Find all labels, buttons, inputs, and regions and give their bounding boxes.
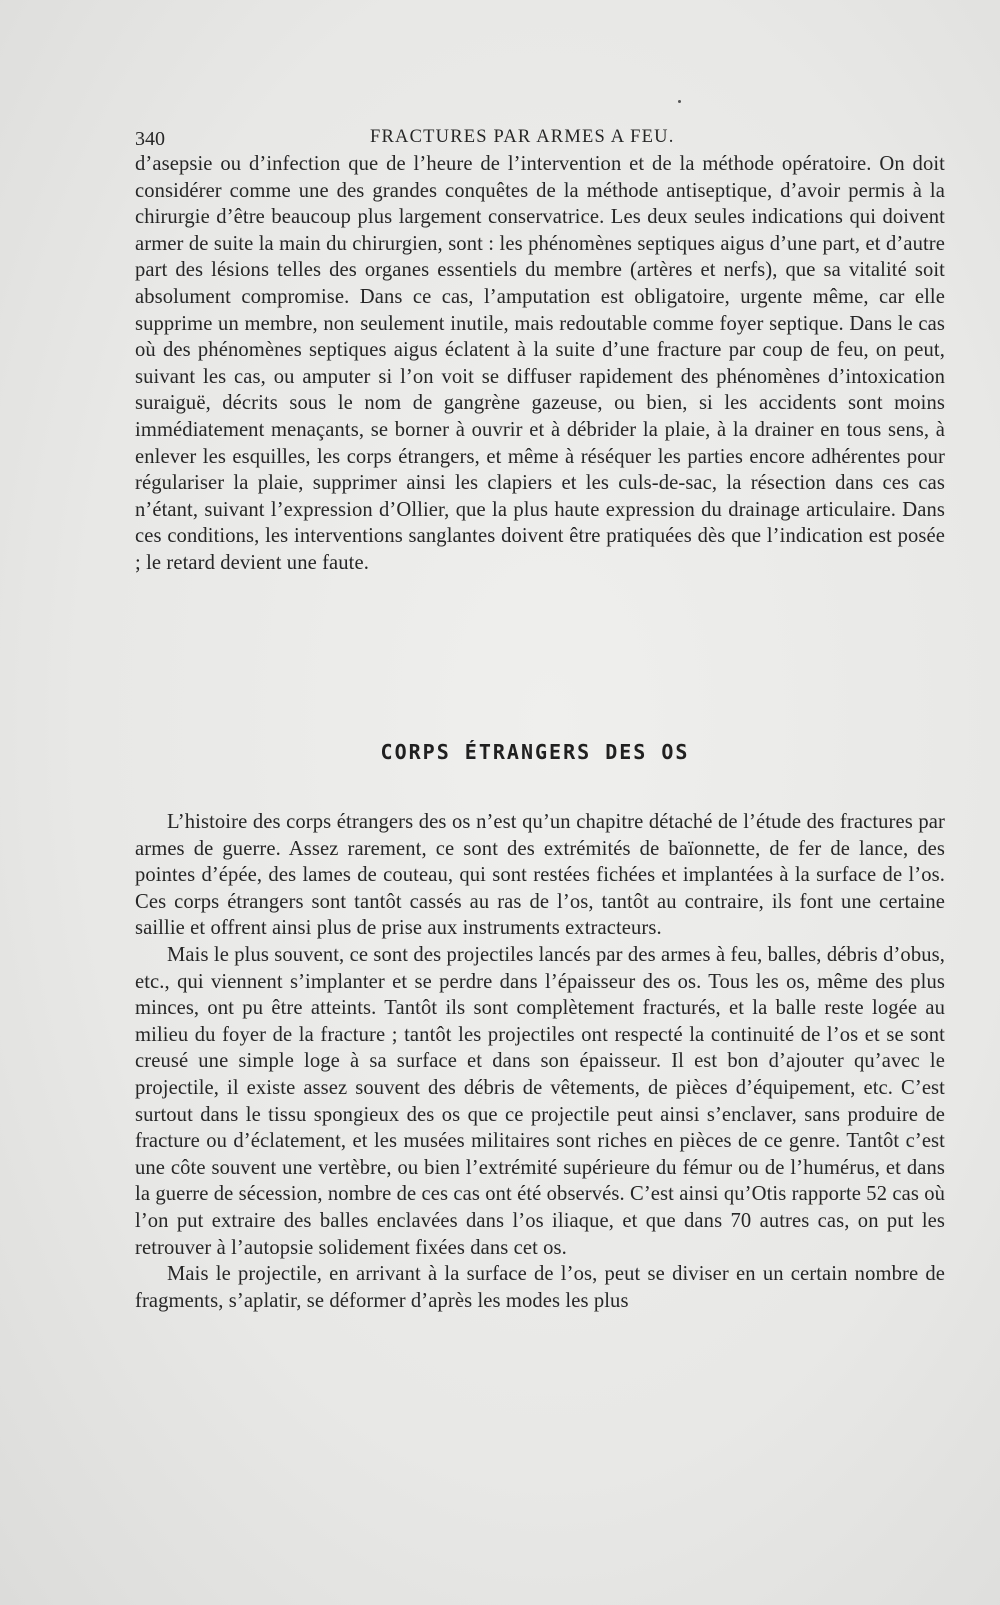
page-number: 340 [135,128,165,150]
paragraph: L’histoire des corps étrangers des os n’est qu’un chapitre détaché de l’étude des fractures par armes de guerre. Assez rarement, ce sont des extrémités de baïonnette, de fer de lance, des pointes d’épée, des lames de couteau, qui sont restées fichées et implantées à la surface de l’os. Ces corps étrangers sont tantôt cassés au ras de l’os, tantôt au contraire, ils font une certaine saillie et offrent ainsi plus de prise aux instruments extracteurs. [135,811,945,940]
paragraph: d’asepsie ou d’infection que de l’heure de l’intervention et de la méthode opératoire. On doit considérer comme une des grandes conquêtes de la méthode antiseptique, d’avoir permis à la chirurgie d’être beaucoup plus largement conservatrice. Les deux seules indications qui doivent armer de suite la main du chirurgien, sont : les phénomènes septiques aigus d’une part, et d’autre part des lésions telles des organes essentiels du membre (artères et nerfs), que sa vitalité soit absolument compromise. Dans ce cas, l’amputation est obligatoire, urgente même, car elle supprime un membre, non seulement inutile, mais redoutable comme foyer septique. Dans le cas où des phénomènes septiques aigus éclatent à la suite d’une fracture par coup de feu, on peut, suivant les cas, ou amputer si l’on voit se diffuser rapidement des phénomènes d’intoxication suraiguë, décrits sous le nom de gangrène gazeuse, ou bien, si les accidents sont moins immédiatement menaçants, se borner à ouvrir et à débrider la plaie, à la drainer en tous sens, à enlever les esquilles, les corps étrangers, et même à réséquer les parties encore adhérentes pour régulariser la plaie, supprimer ainsi les clapiers et les culs-de-sac, la résection dans ces cas n’étant, suivant l’expression d’Ollier, que la plus haute expression du drainage articulaire. Dans ces conditions, les interventions sanglantes doivent être pratiquées dès que l’indication est posée ; le retard devient une faute. [135,153,945,574]
running-title: FRACTURES PAR ARMES A FEU. [370,127,675,147]
body-text-section [135,809,945,1314]
running-header [135,124,945,154]
body-text-top [135,151,945,577]
paragraph: Mais le projectile, en arrivant à la surface de l’os, peut se diviser en un certain nombre de fragments, s’aplatir, se déformer d’après les modes les plus [135,1263,945,1312]
section-heading: CORPS ÉTRANGERS DES OS [380,740,690,764]
print-speck [678,100,681,103]
paragraph: Mais le plus souvent, ce sont des projectiles lancés par des armes à feu, balles, débris d’obus, etc., qui viennent s’implanter et se perdre dans l’épaisseur des os. Tous les os, même des plus minces, ont pu être atteints. Tantôt ils sont complètement fracturés, et la balle reste logée au milieu du foyer de la fracture ; tantôt les projectiles ont respecté la continuité de l’os et se sont creusé une simple loge à sa surface et dans son épaisseur. Il est bon d’ajouter qu’avec le projectile, il existe assez souvent des débris de vêtements, de pièces d’équipement, etc. C’est surtout dans le tissu spongieux des os que ce projectile peut ainsi s’enclaver, sans produire de fracture ou d’éclatement, et les musées militaires sont riches en pièces de ce genre. Tantôt c’est une côte souvent une vertèbre, ou bien l’extrémité supérieure du fémur ou de l’humérus, et dans la guerre de sécession, nombre de ces cas ont été observés. C’est ainsi qu’Otis rapporte 52 cas où l’on put extraire des balles enclavées dans l’os iliaque, et que dans 70 autres cas, on put les retrouver à l’autopsie solidement fixées dans cet os. [135,943,945,1259]
